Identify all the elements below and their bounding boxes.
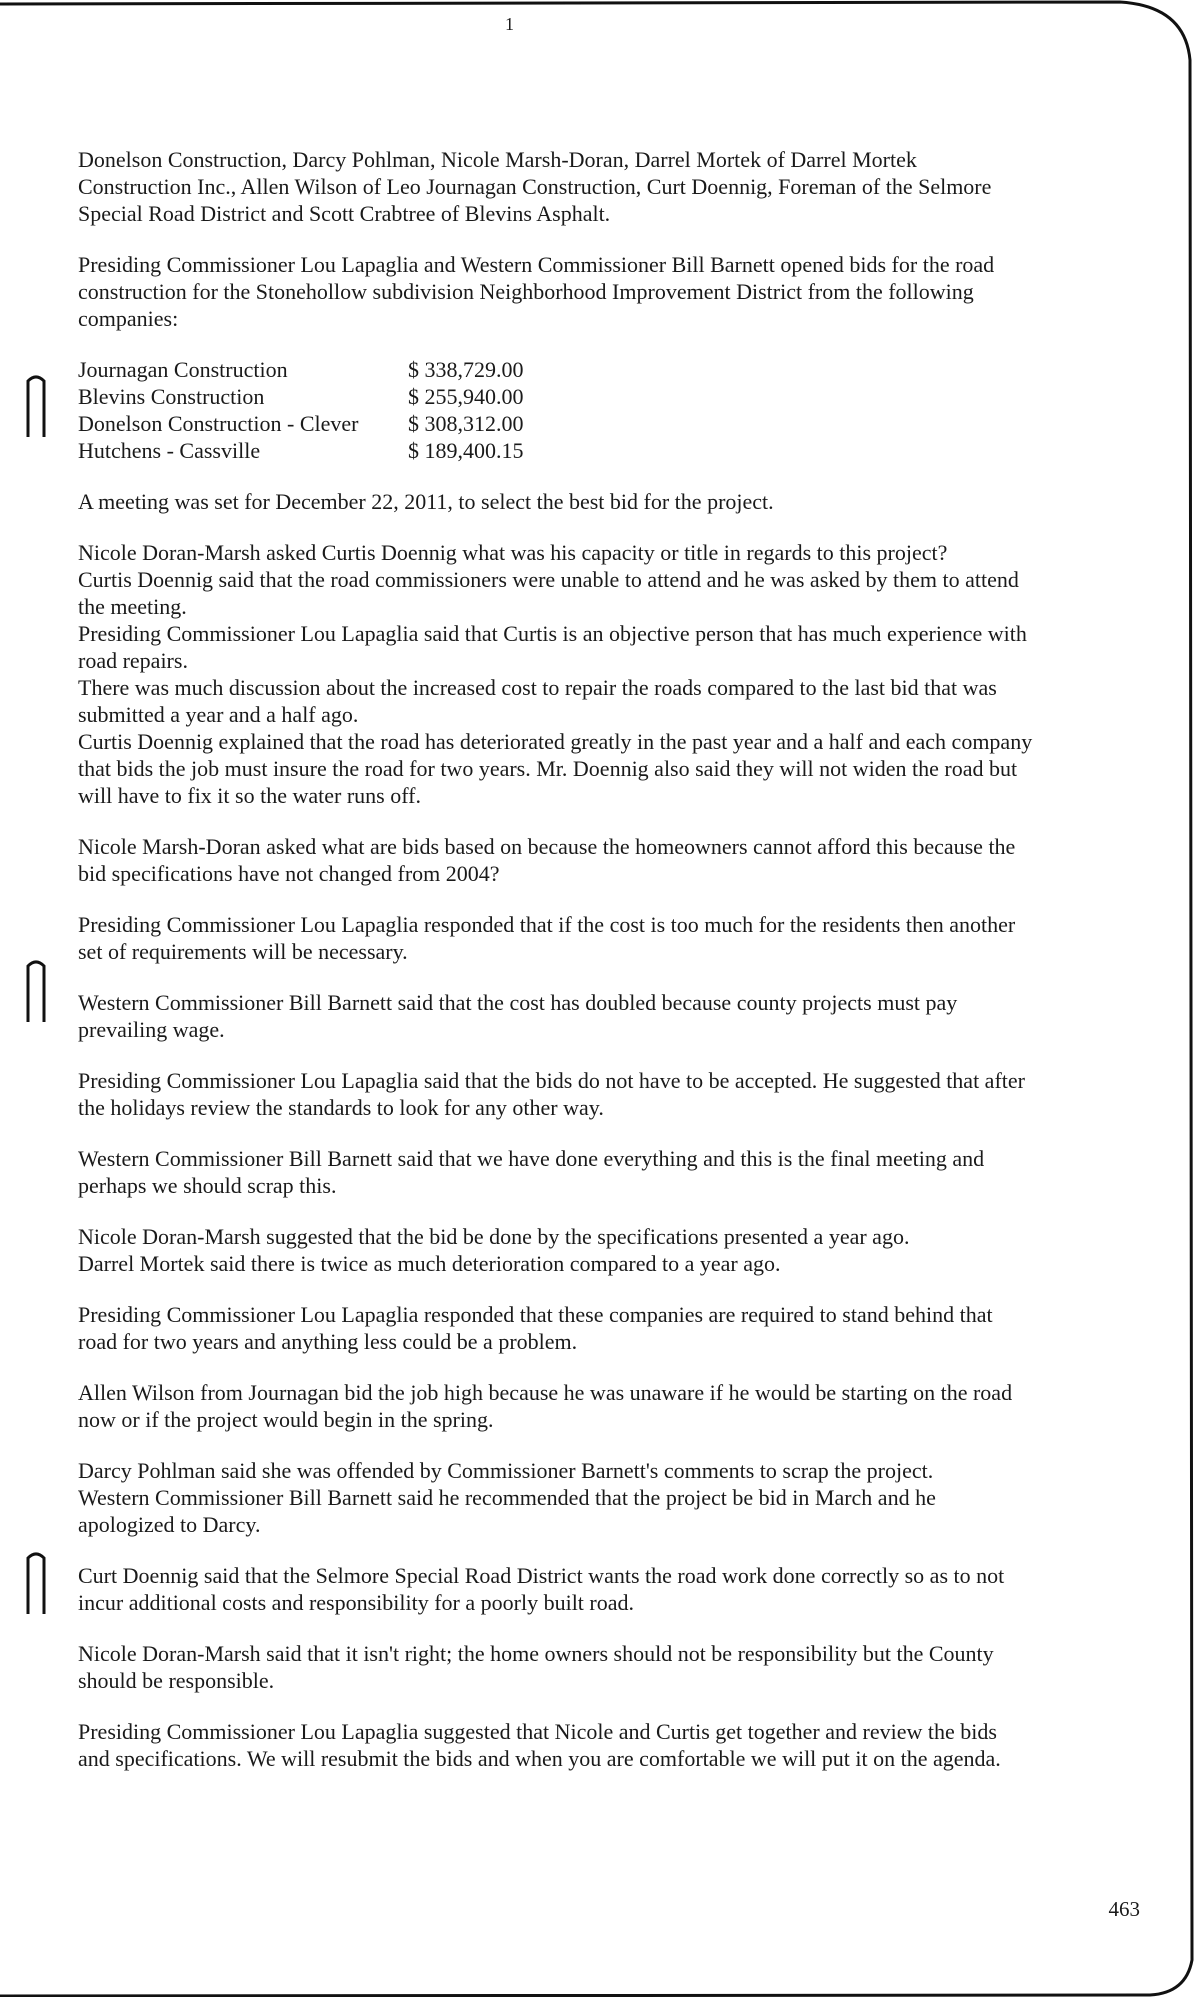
discussion-paragraph: Presiding Commissioner Lou Lapaglia responded that these companies are required to stand behind that road for two years and anything less could be a problem. bbox=[78, 1302, 993, 1354]
page-number: 463 bbox=[1108, 1897, 1140, 1921]
bid-row bbox=[78, 356, 524, 383]
discussion-paragraph: Curt Doennig said that the Selmore Special Road District wants the road work done correctly so as to not incur additional costs and responsibility for a poorly built road. bbox=[78, 1563, 1005, 1615]
discussion-paragraph: Nicole Doran-Marsh said that it isn't right; the home owners should not be responsibility but the County should be responsible. bbox=[78, 1641, 994, 1693]
bid-row bbox=[78, 437, 524, 464]
discussion-paragraph: Presiding Commissioner Lou Lapaglia said that the bids do not have to be accepted. He suggested that after the holidays review the standards to look for any other way. bbox=[78, 1068, 1025, 1120]
discussion-paragraph: Allen Wilson from Journagan bid the job high because he was unaware if he would be starting on the road now or if the project would begin in the spring. bbox=[78, 1380, 1013, 1432]
bid-amount: $ 189,400.15 bbox=[408, 438, 524, 463]
discussion-paragraph: Presiding Commissioner Lou Lapaglia responded that if the cost is too much for the residents then another set of requirements will be necessary. bbox=[78, 912, 1016, 964]
bids-table bbox=[78, 356, 524, 464]
bid-amount: $ 308,312.00 bbox=[408, 411, 524, 436]
discussion-section bbox=[78, 488, 1118, 1772]
bid-company: Blevins Construction bbox=[78, 384, 265, 409]
binder-hole-mark bbox=[24, 958, 48, 1024]
binder-hole-mark bbox=[24, 1550, 48, 1616]
page-mark: 1 bbox=[505, 14, 514, 34]
bid-company: Journagan Construction bbox=[78, 357, 288, 382]
discussion-paragraph: Presiding Commissioner Lou Lapaglia suggested that Nicole and Curtis get together and review the bids and specifications. We will resubmit the bids and when you are comfortable we will put it on the agenda. bbox=[78, 1719, 1001, 1771]
discussion-paragraph: Nicole Doran-Marsh suggested that the bid be done by the specifications presented a year ago. Darrel Mortek said there is twice as much deterioration compared to a year ago. bbox=[78, 1224, 910, 1276]
bid-row bbox=[78, 383, 524, 410]
bid-amount: $ 338,729.00 bbox=[408, 357, 524, 382]
bid-row bbox=[78, 410, 524, 437]
bid-amount: $ 255,940.00 bbox=[408, 384, 524, 409]
discussion-paragraph: Nicole Marsh-Doran asked what are bids based on because the homeowners cannot afford this because the bid specifications have not changed from 2004? bbox=[78, 834, 1016, 886]
attendees-paragraph: Donelson Construction, Darcy Pohlman, Nicole Marsh-Doran, Darrel Mortek of Darrel Mortek Construction Inc., Allen Wilson of Leo Journagan Construction, Curt Doennig, Foreman of the Selmore Special Road District and Scott Crabtree of Blevins Asphalt. bbox=[78, 147, 992, 226]
discussion-paragraph: A meeting was set for December 22, 2011, to select the best bid for the project. bbox=[78, 489, 774, 514]
discussion-paragraph: Western Commissioner Bill Barnett said that the cost has doubled because county projects must pay prevailing wage. bbox=[78, 990, 958, 1042]
discussion-paragraph: Darcy Pohlman said she was offended by Commissioner Barnett's comments to scrap the project. Western Commissioner Bill Barnett said he recommended that the project be bid in March and he apologized to Darcy. bbox=[78, 1458, 936, 1537]
discussion-paragraph: Nicole Doran-Marsh asked Curtis Doennig what was his capacity or title in regards to this project? Curtis Doennig said that the road commissioners were unable to attend and he was asked by them to attend the meeting. Presiding Commissioner Lou Lapaglia said that Curtis is an objective person that has much experience with road repairs. There was much discussion about the increased cost to repair the roads compared to the last bid that was submitted a year and a half ago. Curtis Doennig explained that the road has deteriorated greatly in the past year and a half and each company that bids the job must insure the road for two years. Mr. Doennig also said they will not widen the road but will have to fix it so the water runs off. bbox=[78, 540, 1033, 808]
discussion-paragraph: Western Commissioner Bill Barnett said that we have done everything and this is the final meeting and perhaps we should scrap this. bbox=[78, 1146, 985, 1198]
bid-company: Hutchens - Cassville bbox=[78, 438, 261, 463]
bid-company: Donelson Construction - Clever bbox=[78, 411, 359, 436]
binder-hole-mark bbox=[24, 373, 48, 439]
bid-opening-paragraph: Presiding Commissioner Lou Lapaglia and Western Commissioner Bill Barnett opened bids for the road construction for the Stonehollow subdivision Neighborhood Improvement District from the following companies: bbox=[78, 252, 995, 331]
minutes-body bbox=[78, 146, 1118, 1796]
